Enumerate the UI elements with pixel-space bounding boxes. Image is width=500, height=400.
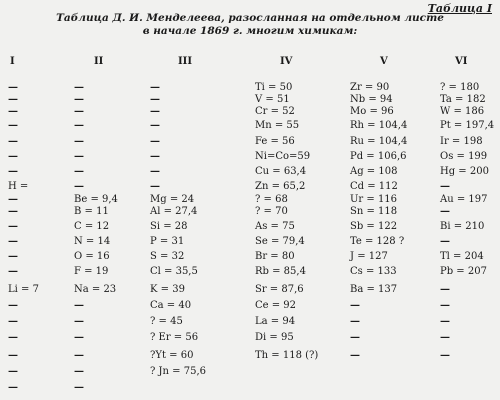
element-cell: Na = 23: [74, 284, 117, 295]
element-cell: V = 51: [255, 94, 290, 105]
element-cell: —: [74, 106, 84, 117]
element-cell: Te = 128 ?: [350, 236, 405, 247]
element-cell: Os = 199: [440, 151, 488, 162]
element-cell: As = 75: [255, 221, 295, 232]
element-cell: Ba = 137: [350, 284, 398, 295]
element-cell: C = 12: [74, 221, 110, 232]
element-cell: —: [350, 316, 360, 327]
column-heading: I: [10, 56, 15, 67]
element-cell: Rh = 104,4: [350, 120, 408, 131]
element-cell: —: [74, 94, 84, 105]
element-cell: Ti = 50: [255, 82, 293, 93]
element-cell: Zr = 90: [350, 82, 390, 93]
column-heading: II: [94, 56, 104, 67]
element-cell: —: [150, 106, 160, 117]
element-cell: Ir = 198: [440, 136, 483, 147]
element-cell: Li = 7: [8, 284, 39, 295]
element-cell: P = 31: [150, 236, 185, 247]
element-cell: Ca = 40: [150, 300, 192, 311]
element-cell: —: [150, 94, 160, 105]
element-cell: —: [8, 366, 18, 377]
element-cell: Rb = 85,4: [255, 266, 306, 277]
element-cell: ?Yt = 60: [150, 350, 194, 361]
element-cell: —: [150, 151, 160, 162]
element-cell: —: [440, 206, 450, 217]
element-cell: —: [8, 251, 18, 262]
element-cell: —: [8, 82, 18, 93]
element-cell: —: [440, 332, 450, 343]
column-heading: IV: [280, 56, 293, 67]
element-cell: —: [8, 136, 18, 147]
column-heading: VI: [455, 56, 468, 67]
element-cell: —: [74, 151, 84, 162]
element-cell: ? = 70: [255, 206, 288, 217]
element-cell: Sn = 118: [350, 206, 398, 217]
element-cell: Sr = 87,6: [255, 284, 304, 295]
element-cell: —: [150, 136, 160, 147]
element-cell: —: [8, 350, 18, 361]
column-heading: III: [178, 56, 193, 67]
element-cell: —: [74, 382, 84, 393]
element-cell: W = 186: [440, 106, 485, 117]
element-cell: Cl = 35,5: [150, 266, 198, 277]
element-cell: —: [8, 194, 18, 205]
element-cell: —: [150, 166, 160, 177]
element-cell: ? Er = 56: [150, 332, 199, 343]
element-cell: —: [8, 266, 18, 277]
element-cell: Cd = 112: [350, 181, 398, 192]
element-cell: —: [8, 106, 18, 117]
element-cell: B = 11: [74, 206, 109, 217]
element-cell: —: [8, 236, 18, 247]
element-cell: Mn = 55: [255, 120, 300, 131]
element-cell: Mg = 24: [150, 194, 195, 205]
element-cell: —: [8, 151, 18, 162]
element-cell: Cr = 52: [255, 106, 295, 117]
element-cell: H =: [8, 181, 29, 192]
element-cell: Hg = 200: [440, 166, 489, 177]
title-line-2: в начале 1869 г. многим химикам:: [142, 25, 358, 37]
element-cell: Se = 79,4: [255, 236, 305, 247]
element-cell: F = 19: [74, 266, 109, 277]
element-cell: S = 32: [150, 251, 185, 262]
element-cell: Ur = 116: [350, 194, 398, 205]
element-cell: —: [74, 136, 84, 147]
element-cell: Cu = 63,4: [255, 166, 307, 177]
element-cell: —: [8, 332, 18, 343]
element-cell: —: [74, 366, 84, 377]
element-cell: La = 94: [255, 316, 296, 327]
element-cell: Cs = 133: [350, 266, 397, 277]
element-cell: Pb = 207: [440, 266, 487, 277]
element-cell: —: [74, 316, 84, 327]
element-cell: —: [440, 300, 450, 311]
table-label: Таблица I: [427, 2, 492, 15]
element-cell: Al = 27,4: [150, 206, 198, 217]
element-cell: —: [74, 181, 84, 192]
element-cell: —: [150, 82, 160, 93]
element-cell: —: [8, 316, 18, 327]
element-cell: ? = 180: [440, 82, 480, 93]
element-cell: Mo = 96: [350, 106, 394, 117]
element-cell: Th = 118 (?): [255, 350, 319, 361]
element-cell: —: [440, 350, 450, 361]
element-cell: Pt = 197,4: [440, 120, 495, 131]
element-cell: K = 39: [150, 284, 185, 295]
element-cell: —: [74, 300, 84, 311]
element-cell: O = 16: [74, 251, 110, 262]
element-cell: Ce = 92: [255, 300, 297, 311]
element-cell: —: [8, 94, 18, 105]
element-cell: —: [8, 166, 18, 177]
element-cell: Sb = 122: [350, 221, 398, 232]
element-cell: —: [150, 120, 160, 131]
element-cell: —: [440, 181, 450, 192]
element-cell: Br = 80: [255, 251, 295, 262]
element-cell: —: [440, 236, 450, 247]
element-cell: —: [350, 300, 360, 311]
element-cell: Di = 95: [255, 332, 294, 343]
element-cell: —: [8, 300, 18, 311]
element-cell: Si = 28: [150, 221, 188, 232]
element-cell: —: [350, 350, 360, 361]
document-title: [40, 12, 460, 38]
element-cell: —: [74, 166, 84, 177]
element-cell: J = 127: [350, 251, 388, 262]
element-cell: —: [74, 120, 84, 131]
element-cell: ? = 68: [255, 194, 288, 205]
element-cell: Nb = 94: [350, 94, 393, 105]
element-cell: ? Jn = 75,6: [150, 366, 206, 377]
element-cell: Zn = 65,2: [255, 181, 306, 192]
element-cell: Ta = 182: [440, 94, 486, 105]
element-cell: Ni=Co=59: [255, 151, 311, 162]
element-cell: ? = 45: [150, 316, 183, 327]
title-line-1: Таблица Д. И. Менделеева, разосланная на отдельном листе: [56, 12, 444, 24]
element-cell: Fe = 56: [255, 136, 295, 147]
element-cell: —: [74, 82, 84, 93]
element-cell: Ag = 108: [350, 166, 398, 177]
element-cell: —: [350, 332, 360, 343]
element-cell: —: [440, 284, 450, 295]
element-cell: —: [8, 221, 18, 232]
element-cell: Be = 9,4: [74, 194, 118, 205]
element-cell: —: [8, 120, 18, 131]
element-cell: —: [440, 316, 450, 327]
element-cell: Ru = 104,4: [350, 136, 408, 147]
column-heading: V: [380, 56, 388, 67]
element-cell: N = 14: [74, 236, 111, 247]
element-cell: —: [150, 181, 160, 192]
element-cell: —: [8, 382, 18, 393]
element-cell: Tl = 204: [440, 251, 484, 262]
element-cell: —: [74, 332, 84, 343]
element-cell: Bi = 210: [440, 221, 485, 232]
element-cell: Au = 197: [440, 194, 488, 205]
element-cell: —: [74, 350, 84, 361]
element-cell: Pd = 106,6: [350, 151, 407, 162]
element-cell: —: [8, 206, 18, 217]
